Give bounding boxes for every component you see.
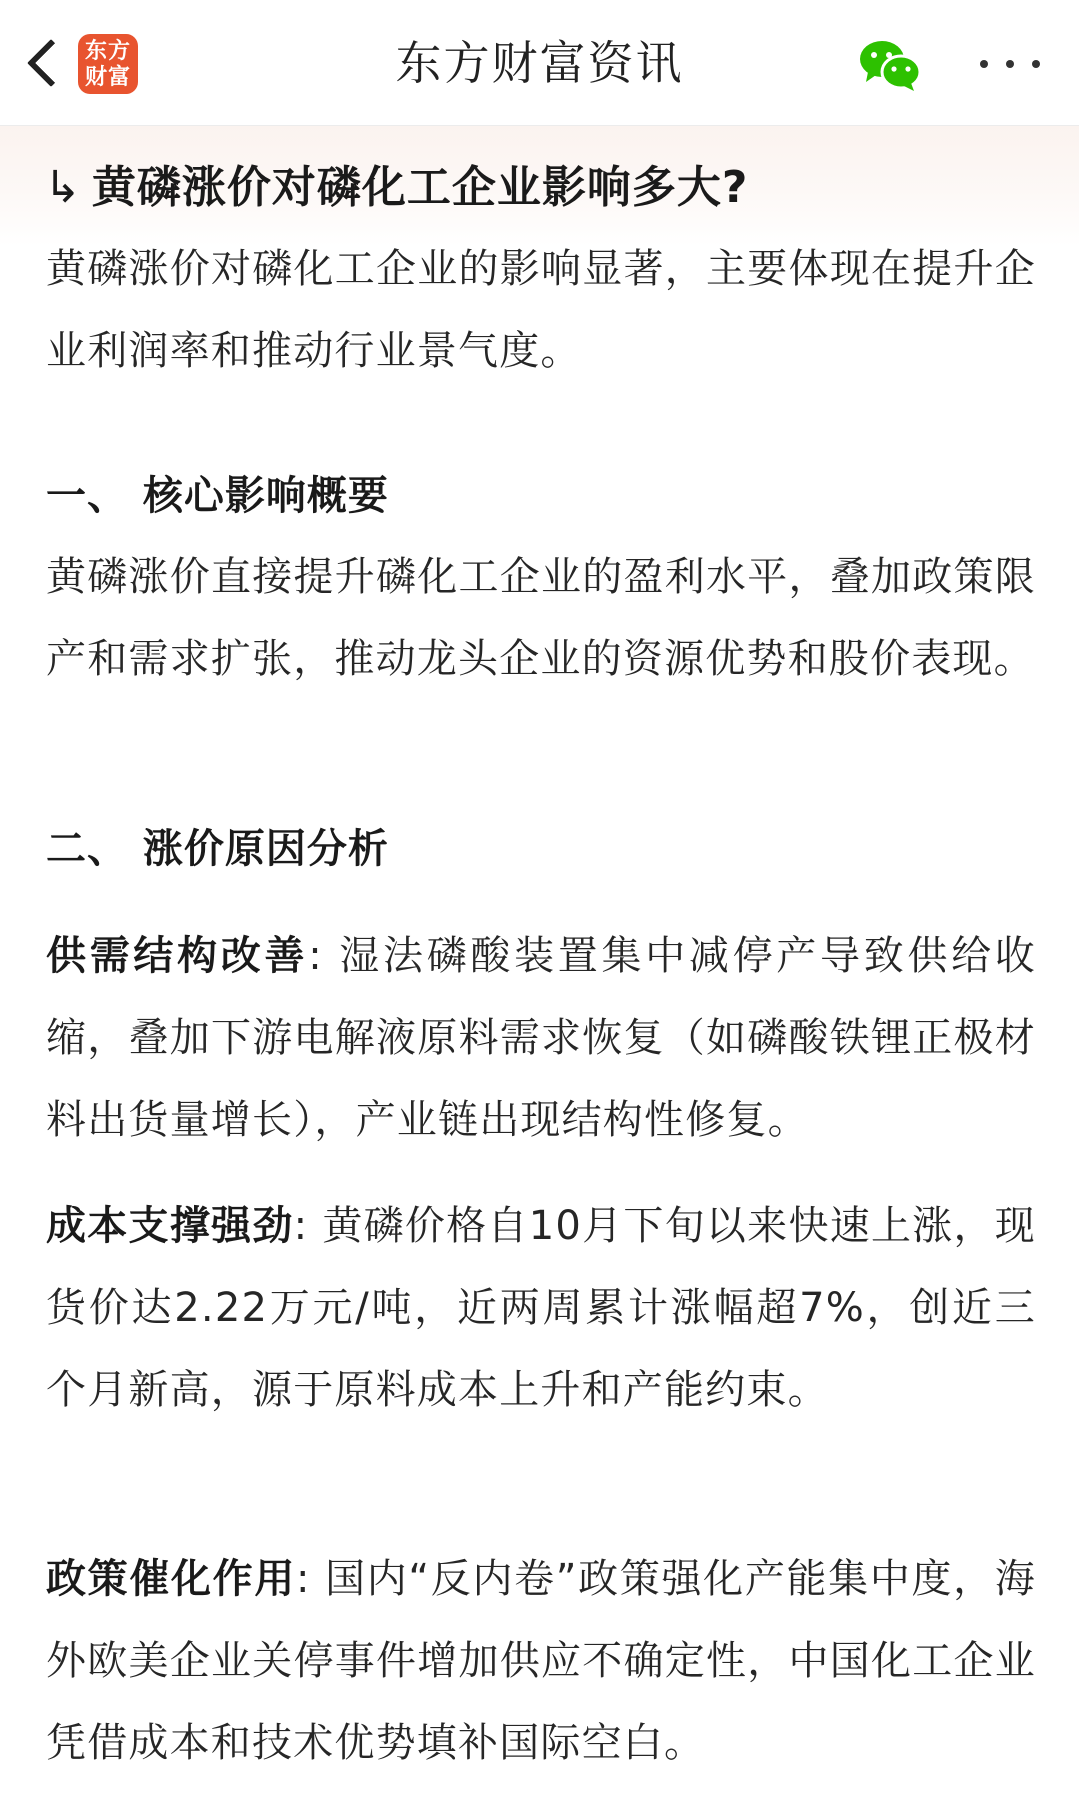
more-dots-icon bbox=[980, 60, 988, 68]
point-supply-demand bbox=[46, 915, 1036, 1161]
logo-text-line2: 财富 bbox=[84, 64, 131, 90]
point-policy-catalyst bbox=[46, 1538, 1036, 1784]
top-nav-bar bbox=[0, 0, 1079, 126]
more-dot bbox=[1006, 60, 1014, 68]
point-text: 国内“反内卷”政策强化产能集中度，海外欧美企业关停事件增加供应不确定性，中国化工企业凭借成本和技术优势填补国际空白。 bbox=[46, 1556, 1037, 1766]
point-cost-support bbox=[46, 1185, 1036, 1431]
point-text: 黄磷价格自10月下旬以来快速上涨，现货价达2.22万元/吨，近两周累计涨幅超7%，创近三个月新高，源于原料成本上升和产能约束。 bbox=[46, 1203, 1037, 1413]
app-logo bbox=[78, 34, 138, 94]
more-dot bbox=[1032, 60, 1040, 68]
intro-paragraph: 黄磷涨价对磷化工企业的影响显著，主要体现在提升企业利润率和推动行业景气度。 bbox=[46, 246, 1036, 374]
wechat-share-button[interactable] bbox=[858, 38, 922, 92]
section1-heading: 一、 核心影响概要 bbox=[46, 473, 389, 519]
point-sep: : bbox=[308, 933, 340, 979]
chevron-left-icon bbox=[27, 39, 75, 87]
point-label: 成本支撑强劲 bbox=[46, 1203, 294, 1249]
reply-arrow-icon: ↳ bbox=[44, 162, 82, 213]
point-label: 政策催化作用 bbox=[46, 1556, 296, 1602]
section1-paragraph: 黄磷涨价直接提升磷化工企业的盈利水平，叠加政策限产和需求扩张，推动龙头企业的资源优势和股价表现。 bbox=[46, 554, 1036, 682]
wechat-icon bbox=[858, 38, 922, 92]
section2-heading: 二、 涨价原因分析 bbox=[46, 826, 389, 872]
point-text: 湿法磷酸装置集中减停产导致供给收缩，叠加下游电解液原料需求恢复（如磷酸铁锂正极材料出货量增长），产业链出现结构性修复。 bbox=[46, 933, 1036, 1143]
more-options-button[interactable] bbox=[972, 44, 1048, 84]
page-title: 东方财富资讯 bbox=[395, 36, 684, 90]
point-sep: : bbox=[296, 1556, 326, 1602]
point-label: 供需结构改善 bbox=[46, 933, 309, 979]
logo-text-line1: 东方 bbox=[84, 38, 131, 64]
back-button[interactable] bbox=[14, 30, 74, 96]
question-text: 黄磷涨价对磷化工企业影响多大? bbox=[91, 162, 749, 213]
question-title bbox=[44, 160, 1044, 216]
point-sep: : bbox=[293, 1203, 323, 1249]
